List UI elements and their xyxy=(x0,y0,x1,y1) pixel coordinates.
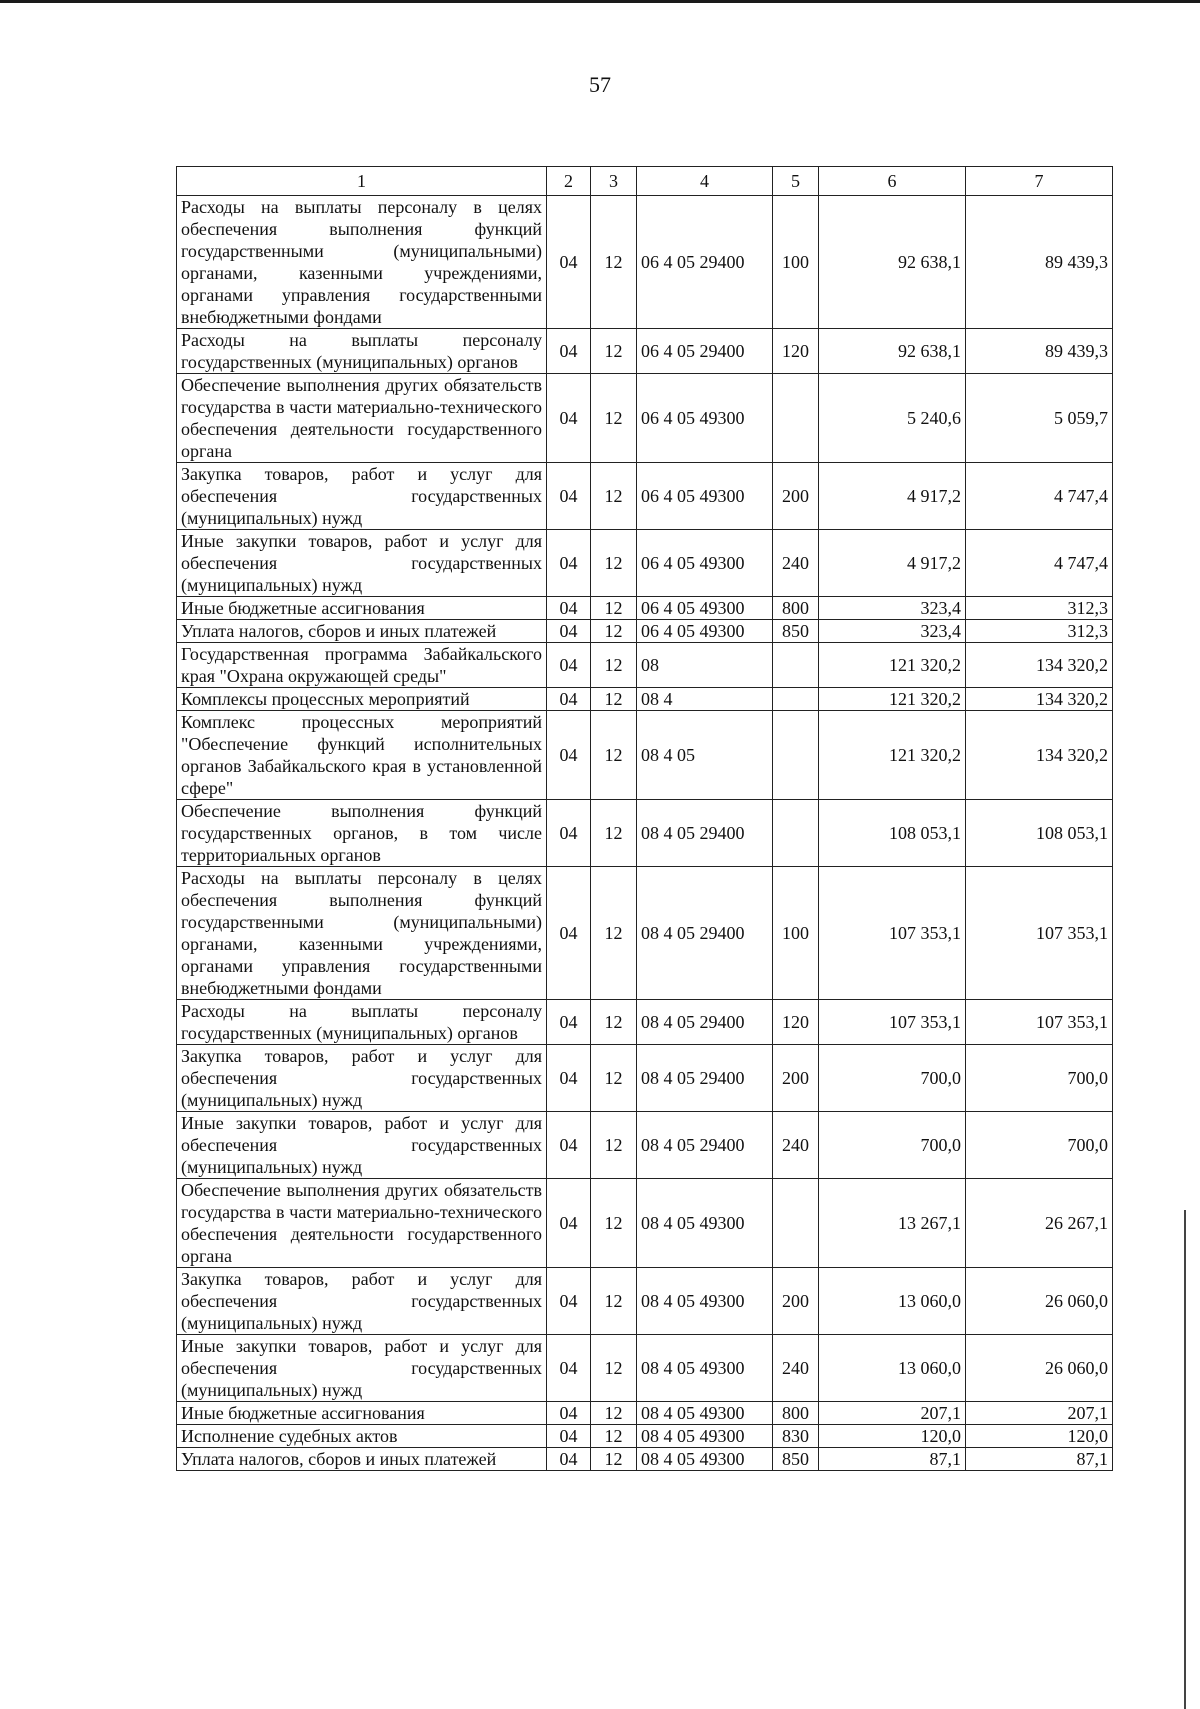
row-name-cell: Расходы на выплаты персоналу в целях обеспечения выполнения функций государственными (муниципальными) органами, казенными учреждениями, органами управления государственными внебюджетными фондами xyxy=(177,867,547,1000)
amount-col6-cell: 4 917,2 xyxy=(819,463,966,530)
section-code-cell: 04 xyxy=(547,643,591,688)
row-name-cell: Расходы на выплаты персоналу в целях обеспечения выполнения функций государственными (муниципальными) органами, казенными учреждениями, органами управления государственными внебюджетными фондами xyxy=(177,196,547,329)
amount-col6-cell: 107 353,1 xyxy=(819,867,966,1000)
subsection-code-cell: 12 xyxy=(591,463,637,530)
target-code-cell: 06 4 05 49300 xyxy=(637,463,773,530)
amount-col6-cell: 5 240,6 xyxy=(819,374,966,463)
amount-col7-cell: 26 060,0 xyxy=(966,1335,1113,1402)
expense-type-cell: 200 xyxy=(773,1268,819,1335)
subsection-code-cell: 12 xyxy=(591,867,637,1000)
amount-col6-cell: 121 320,2 xyxy=(819,711,966,800)
subsection-code-cell: 12 xyxy=(591,1268,637,1335)
subsection-code-cell: 12 xyxy=(591,800,637,867)
subsection-code-cell: 12 xyxy=(591,711,637,800)
amount-col7-cell: 89 439,3 xyxy=(966,196,1113,329)
column-header: 3 xyxy=(591,167,637,196)
table-row xyxy=(177,1402,1113,1425)
amount-col6-cell: 13 060,0 xyxy=(819,1335,966,1402)
target-code-cell: 08 4 05 29400 xyxy=(637,867,773,1000)
amount-col6-cell: 107 353,1 xyxy=(819,1000,966,1045)
row-name-cell: Исполнение судебных актов xyxy=(177,1425,547,1448)
right-margin-line xyxy=(1184,1210,1186,1709)
section-code-cell: 04 xyxy=(547,1335,591,1402)
table-row xyxy=(177,1000,1113,1045)
subsection-code-cell: 12 xyxy=(591,597,637,620)
section-code-cell: 04 xyxy=(547,463,591,530)
subsection-code-cell: 12 xyxy=(591,1179,637,1268)
amount-col6-cell: 121 320,2 xyxy=(819,643,966,688)
subsection-code-cell: 12 xyxy=(591,1425,637,1448)
amount-col6-cell: 13 267,1 xyxy=(819,1179,966,1268)
table-row xyxy=(177,620,1113,643)
row-name-cell: Обеспечение выполнения других обязательств государства в части материально-технического обеспечения деятельности государственного органа xyxy=(177,1179,547,1268)
section-code-cell: 04 xyxy=(547,1448,591,1471)
table-row xyxy=(177,1335,1113,1402)
section-code-cell: 04 xyxy=(547,711,591,800)
expense-type-cell: 120 xyxy=(773,329,819,374)
expense-type-cell xyxy=(773,688,819,711)
expense-type-cell: 800 xyxy=(773,1402,819,1425)
table-row xyxy=(177,463,1113,530)
expense-type-cell xyxy=(773,711,819,800)
target-code-cell: 08 4 05 49300 xyxy=(637,1268,773,1335)
expense-type-cell xyxy=(773,643,819,688)
section-code-cell: 04 xyxy=(547,620,591,643)
section-code-cell: 04 xyxy=(547,597,591,620)
subsection-code-cell: 12 xyxy=(591,643,637,688)
target-code-cell: 06 4 05 29400 xyxy=(637,329,773,374)
table-row xyxy=(177,1425,1113,1448)
target-code-cell: 06 4 05 49300 xyxy=(637,530,773,597)
row-name-cell: Иные закупки товаров, работ и услуг для обеспечения государственных (муниципальных) нужд xyxy=(177,1112,547,1179)
amount-col6-cell: 323,4 xyxy=(819,620,966,643)
subsection-code-cell: 12 xyxy=(591,1335,637,1402)
target-code-cell: 08 4 05 49300 xyxy=(637,1448,773,1471)
target-code-cell: 08 4 05 49300 xyxy=(637,1425,773,1448)
table-row xyxy=(177,688,1113,711)
target-code-cell: 08 4 05 29400 xyxy=(637,1112,773,1179)
amount-col6-cell: 207,1 xyxy=(819,1402,966,1425)
table-body xyxy=(177,196,1113,1471)
table-row xyxy=(177,374,1113,463)
amount-col7-cell: 107 353,1 xyxy=(966,867,1113,1000)
amount-col7-cell: 134 320,2 xyxy=(966,711,1113,800)
amount-col7-cell: 26 060,0 xyxy=(966,1268,1113,1335)
amount-col7-cell: 89 439,3 xyxy=(966,329,1113,374)
section-code-cell: 04 xyxy=(547,1112,591,1179)
target-code-cell: 08 4 05 29400 xyxy=(637,1000,773,1045)
expense-type-cell: 850 xyxy=(773,1448,819,1471)
table-row xyxy=(177,329,1113,374)
subsection-code-cell: 12 xyxy=(591,1045,637,1112)
row-name-cell: Комплексы процессных мероприятий xyxy=(177,688,547,711)
amount-col6-cell: 121 320,2 xyxy=(819,688,966,711)
expense-type-cell: 100 xyxy=(773,196,819,329)
target-code-cell: 06 4 05 49300 xyxy=(637,620,773,643)
expense-type-cell: 200 xyxy=(773,1045,819,1112)
section-code-cell: 04 xyxy=(547,1268,591,1335)
row-name-cell: Иные закупки товаров, работ и услуг для обеспечения государственных (муниципальных) нужд xyxy=(177,530,547,597)
table-row xyxy=(177,711,1113,800)
amount-col7-cell: 134 320,2 xyxy=(966,688,1113,711)
amount-col7-cell: 700,0 xyxy=(966,1045,1113,1112)
amount-col7-cell: 312,3 xyxy=(966,597,1113,620)
row-name-cell: Расходы на выплаты персоналу государственных (муниципальных) органов xyxy=(177,1000,547,1045)
section-code-cell: 04 xyxy=(547,800,591,867)
expense-type-cell: 240 xyxy=(773,1112,819,1179)
expense-type-cell: 200 xyxy=(773,463,819,530)
amount-col7-cell: 4 747,4 xyxy=(966,530,1113,597)
subsection-code-cell: 12 xyxy=(591,329,637,374)
column-header: 7 xyxy=(966,167,1113,196)
amount-col7-cell: 26 267,1 xyxy=(966,1179,1113,1268)
amount-col6-cell: 87,1 xyxy=(819,1448,966,1471)
row-name-cell: Иные бюджетные ассигнования xyxy=(177,597,547,620)
table-row xyxy=(177,597,1113,620)
top-border-line xyxy=(0,0,1200,3)
expense-type-cell: 800 xyxy=(773,597,819,620)
row-name-cell: Обеспечение выполнения других обязательств государства в части материально-технического обеспечения деятельности государственного органа xyxy=(177,374,547,463)
row-name-cell: Закупка товаров, работ и услуг для обеспечения государственных (муниципальных) нужд xyxy=(177,1045,547,1112)
amount-col6-cell: 4 917,2 xyxy=(819,530,966,597)
subsection-code-cell: 12 xyxy=(591,688,637,711)
target-code-cell: 08 4 05 29400 xyxy=(637,1045,773,1112)
row-name-cell: Иные бюджетные ассигнования xyxy=(177,1402,547,1425)
target-code-cell: 08 4 05 49300 xyxy=(637,1402,773,1425)
page-number: 57 xyxy=(589,72,611,97)
expense-type-cell xyxy=(773,800,819,867)
amount-col6-cell: 120,0 xyxy=(819,1425,966,1448)
target-code-cell: 06 4 05 49300 xyxy=(637,597,773,620)
subsection-code-cell: 12 xyxy=(591,1448,637,1471)
amount-col7-cell: 120,0 xyxy=(966,1425,1113,1448)
column-header: 6 xyxy=(819,167,966,196)
row-name-cell: Закупка товаров, работ и услуг для обеспечения государственных (муниципальных) нужд xyxy=(177,1268,547,1335)
amount-col7-cell: 134 320,2 xyxy=(966,643,1113,688)
section-code-cell: 04 xyxy=(547,530,591,597)
column-header: 1 xyxy=(177,167,547,196)
expense-type-cell: 850 xyxy=(773,620,819,643)
expense-type-cell xyxy=(773,1179,819,1268)
expense-type-cell: 240 xyxy=(773,530,819,597)
table-row xyxy=(177,196,1113,329)
target-code-cell: 06 4 05 49300 xyxy=(637,374,773,463)
amount-col6-cell: 92 638,1 xyxy=(819,196,966,329)
target-code-cell: 08 4 05 49300 xyxy=(637,1179,773,1268)
amount-col7-cell: 207,1 xyxy=(966,1402,1113,1425)
table-row xyxy=(177,1268,1113,1335)
section-code-cell: 04 xyxy=(547,329,591,374)
amount-col6-cell: 13 060,0 xyxy=(819,1268,966,1335)
subsection-code-cell: 12 xyxy=(591,620,637,643)
section-code-cell: 04 xyxy=(547,1045,591,1112)
subsection-code-cell: 12 xyxy=(591,374,637,463)
row-name-cell: Уплата налогов, сборов и иных платежей xyxy=(177,1448,547,1471)
column-header: 2 xyxy=(547,167,591,196)
table-row xyxy=(177,1045,1113,1112)
subsection-code-cell: 12 xyxy=(591,196,637,329)
amount-col7-cell: 312,3 xyxy=(966,620,1113,643)
section-code-cell: 04 xyxy=(547,1402,591,1425)
section-code-cell: 04 xyxy=(547,196,591,329)
section-code-cell: 04 xyxy=(547,688,591,711)
row-name-cell: Закупка товаров, работ и услуг для обеспечения государственных (муниципальных) нужд xyxy=(177,463,547,530)
section-code-cell: 04 xyxy=(547,1179,591,1268)
amount-col6-cell: 323,4 xyxy=(819,597,966,620)
target-code-cell: 06 4 05 29400 xyxy=(637,196,773,329)
column-header: 5 xyxy=(773,167,819,196)
section-code-cell: 04 xyxy=(547,867,591,1000)
table-row xyxy=(177,1112,1113,1179)
row-name-cell: Комплекс процессных мероприятий "Обеспечение функций исполнительных органов Забайкальского края в установленной сфере" xyxy=(177,711,547,800)
target-code-cell: 08 4 05 29400 xyxy=(637,800,773,867)
expense-type-cell: 830 xyxy=(773,1425,819,1448)
table-row xyxy=(177,1448,1113,1471)
subsection-code-cell: 12 xyxy=(591,1402,637,1425)
target-code-cell: 08 4 05 xyxy=(637,711,773,800)
table-row xyxy=(177,1179,1113,1268)
column-header: 4 xyxy=(637,167,773,196)
expense-type-cell: 100 xyxy=(773,867,819,1000)
amount-col7-cell: 5 059,7 xyxy=(966,374,1113,463)
amount-col7-cell: 107 353,1 xyxy=(966,1000,1113,1045)
amount-col7-cell: 87,1 xyxy=(966,1448,1113,1471)
row-name-cell: Государственная программа Забайкальского края "Охрана окружающей среды" xyxy=(177,643,547,688)
section-code-cell: 04 xyxy=(547,374,591,463)
amount-col6-cell: 700,0 xyxy=(819,1112,966,1179)
expense-type-cell xyxy=(773,374,819,463)
row-name-cell: Уплата налогов, сборов и иных платежей xyxy=(177,620,547,643)
row-name-cell: Расходы на выплаты персоналу государственных (муниципальных) органов xyxy=(177,329,547,374)
expense-type-cell: 120 xyxy=(773,1000,819,1045)
row-name-cell: Иные закупки товаров, работ и услуг для обеспечения государственных (муниципальных) нужд xyxy=(177,1335,547,1402)
amount-col6-cell: 92 638,1 xyxy=(819,329,966,374)
amount-col6-cell: 700,0 xyxy=(819,1045,966,1112)
amount-col7-cell: 4 747,4 xyxy=(966,463,1113,530)
amount-col7-cell: 700,0 xyxy=(966,1112,1113,1179)
table-row xyxy=(177,867,1113,1000)
amount-col7-cell: 108 053,1 xyxy=(966,800,1113,867)
subsection-code-cell: 12 xyxy=(591,1112,637,1179)
budget-table xyxy=(176,166,1113,1471)
row-name-cell: Обеспечение выполнения функций государственных органов, в том числе территориальных органов xyxy=(177,800,547,867)
subsection-code-cell: 12 xyxy=(591,530,637,597)
header-row xyxy=(177,167,1113,196)
table-row xyxy=(177,530,1113,597)
target-code-cell: 08 4 xyxy=(637,688,773,711)
table-row xyxy=(177,643,1113,688)
amount-col6-cell: 108 053,1 xyxy=(819,800,966,867)
subsection-code-cell: 12 xyxy=(591,1000,637,1045)
section-code-cell: 04 xyxy=(547,1000,591,1045)
target-code-cell: 08 4 05 49300 xyxy=(637,1335,773,1402)
section-code-cell: 04 xyxy=(547,1425,591,1448)
table-row xyxy=(177,800,1113,867)
expense-type-cell: 240 xyxy=(773,1335,819,1402)
target-code-cell: 08 xyxy=(637,643,773,688)
